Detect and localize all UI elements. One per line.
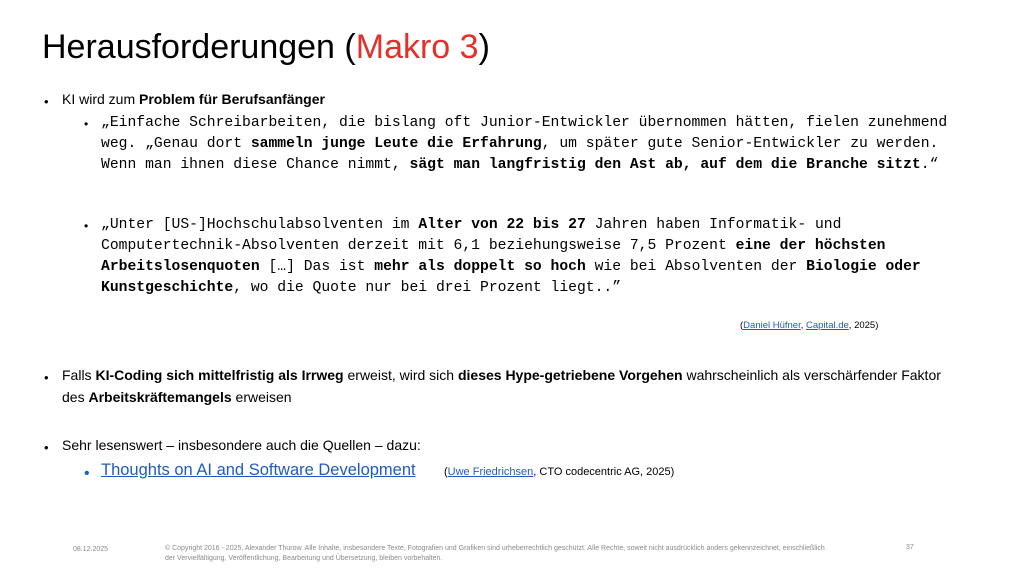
sub-bullet-icon: • (84, 219, 89, 233)
quote-1-text: .“ (920, 157, 939, 173)
article-reference (444, 466, 674, 478)
bullet-2-bold: Arbeitskräftemangels (88, 389, 232, 405)
quote-1-text: , um später gute Senior-Entwickler zu werden. Wenn man ihnen diese Chance nimmt, (101, 136, 939, 173)
bullet-2-text: Falls (62, 367, 96, 383)
bullet-2-bold: KI-Coding sich mittelfristig als Irrweg (95, 367, 344, 383)
bullet-2-text: erweist, wird sich (343, 367, 458, 383)
bullet-icon: • (44, 440, 49, 455)
quote-2-bold: eine der höchsten Arbeitslosenquoten (101, 238, 886, 275)
quote-1-bold: sägt man langfristig den Ast ab, auf dem die Branche sitzt (409, 157, 921, 173)
quote-2 (101, 215, 981, 299)
footer-copyright: © Copyright 2016 - 2025, Alexander Thurow. Alle Inhalte, insbesondere Texte, Fotografien und Grafiken sind urheberrechtlich geschützt. Alle Rechte, soweit nicht ausdrücklich anders gekennzeichnet, einschließlich der Vervielfältigung, Veröffentlichung, Bearbeitung und Übersetzung, bleiben vorbehalten. (165, 545, 825, 562)
bullet-2-text: erweisen (231, 389, 292, 405)
quote-2-bold: Biologie oder Kunstgeschichte (101, 259, 921, 296)
quote-2-text: wie bei Absolventen der (585, 259, 807, 275)
bullet-1-bold: Problem für Berufsanfänger (139, 91, 325, 107)
title-text: Herausforderungen ( (42, 28, 356, 66)
quote-2-text: „Unter [US-]Hochschulabsolventen im (101, 217, 419, 233)
quote-2-text: […] Das ist (259, 259, 375, 275)
reference-author-link[interactable]: Uwe Friedrichsen (447, 466, 534, 478)
citation-author-link[interactable]: Daniel Hüfner (743, 320, 801, 331)
bullet-icon: • (44, 94, 49, 109)
quote-1-text: „Einfache Schreibarbeiten, die bislang oft Junior-Entwickler übernommen hätten, fielen zunehmend weg. „Genau dort (101, 115, 948, 152)
bullet-1-text: KI wird zum (62, 91, 140, 107)
slide-title (42, 28, 490, 67)
sub-bullet-icon: • (84, 465, 90, 482)
quote-1-bold: sammeln junge Leute die Erfahrung (250, 136, 542, 152)
article-link[interactable]: Thoughts on AI and Software Development (101, 461, 416, 479)
bullet-3: Sehr lesenswert – insbesondere auch die Quellen – dazu: (62, 437, 421, 453)
reference-paren: ( (444, 466, 448, 478)
quote-1 (101, 113, 981, 176)
quote-2-text: , wo die Quote nur bei drei Prozent liegt..” (233, 280, 622, 296)
quote-2-bold: Alter von 22 bis 27 (418, 217, 586, 233)
citation-source-link[interactable]: Capital.de (806, 320, 849, 331)
citation-rest: , 2025) (848, 320, 879, 331)
bullet-icon: • (44, 370, 49, 385)
quote-2-text: Jahren haben Informatik- und Computertechnik-Absolventen derzeit mit 6,1 beziehungsweise 7,5 Prozent (101, 217, 842, 254)
bullet-1 (62, 88, 962, 110)
bullet-2-text: wahrscheinlich als verschärfender Faktor des (62, 367, 941, 405)
bullet-2-bold: dieses Hype-getriebene Vorgehen (457, 367, 683, 383)
bullet-2 (62, 364, 962, 408)
page-number: 37 (906, 544, 914, 551)
citation-paren: ( (740, 320, 744, 331)
title-accent: Makro 3 (355, 28, 479, 66)
footer-date: 08.12.2025 (73, 546, 109, 553)
citation-1 (740, 320, 878, 331)
reference-rest: , CTO codecentric AG, 2025) (533, 466, 675, 478)
title-close: ) (478, 28, 490, 66)
quote-2-bold: mehr als doppelt so hoch (374, 259, 586, 275)
sub-bullet-icon: • (84, 117, 89, 131)
citation-sep: , (800, 320, 807, 331)
